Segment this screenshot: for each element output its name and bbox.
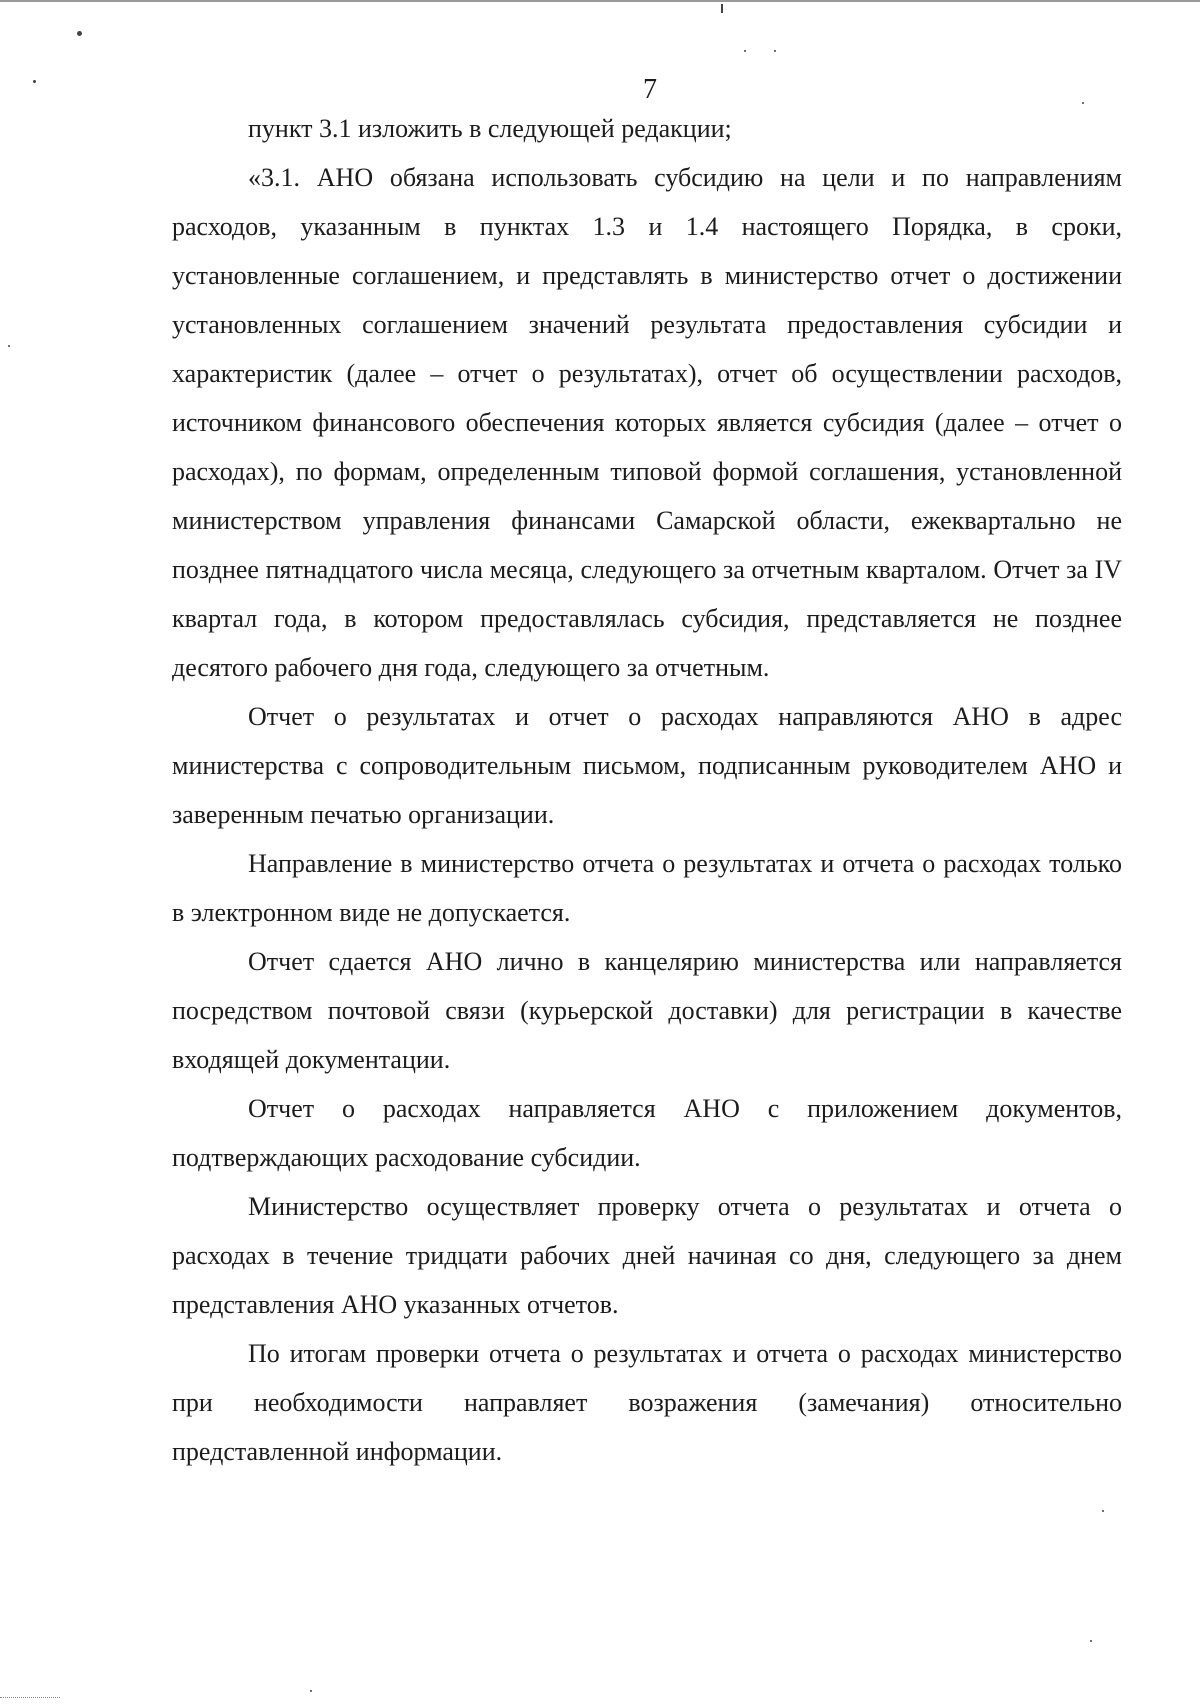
page-number: 7 [643, 74, 657, 105]
scan-bottom-edge [0, 1697, 60, 1699]
paragraph-clause-3-1: «3.1. АНО обязана использовать субсидию на цели и по направлениям расходов, указанным в пунктах 1.3 и 1.4 настоящего Порядка, в сроки, установленные соглашением, и представлять в министерство отчет о достижении установленных соглашением значений результата предоставления субсидии и характеристик (далее – отчет о результатах), отчет об осуществлении расходов, источником финансового обеспечения которых является субсидия (далее – отчет о расходах), по формам, определенным типовой формой соглашения, установленной министерством управления финансами Самарской области, ежеквартально не позднее пятнадцатого числа месяца, следующего за отчетным кварталом. Отчет за IV квартал года, в котором предоставлялась субсидия, представляется не позднее десятого рабочего дня года, следующего за отчетным. [172, 163, 1122, 682]
paragraph-review-objections: По итогам проверки отчета о результатах и отчета о расходах министерство при необходимости направляет возражения (замечания) относительно представленной информации. [172, 1339, 1122, 1466]
scan-speck [310, 1690, 312, 1692]
scan-speck [1090, 1640, 1092, 1642]
paragraph-supporting-documents: Отчет о расходах направляется АНО с приложением документов, подтверждающих расходование субсидии. [172, 1094, 1122, 1172]
scan-speck [77, 31, 82, 36]
paragraph-report-delivery: Отчет сдается АНО лично в канцелярию министерства или направляется посредством почтовой связи (курьерской доставки) для регистрации в качестве входящей документации. [172, 947, 1122, 1074]
scan-speck [8, 345, 10, 347]
scan-top-edge [0, 0, 1200, 2]
paragraph-amendment-intro: пункт 3.1 изложить в следующей редакции; [248, 114, 732, 143]
paragraph-electronic-not-allowed: Направление в министерство отчета о результатах и отчета о расходах только в электронном виде не допускается. [172, 849, 1122, 927]
scan-speck [774, 50, 776, 52]
paragraph-report-submission-address: Отчет о результатах и отчет о расходах направляются АНО в адрес министерства с сопроводительным письмом, подписанным руководителем АНО и заверенным печатью организации. [172, 702, 1122, 829]
document-body [172, 104, 1122, 1476]
paragraph-ministry-review: Министерство осуществляет проверку отчета о результатах и отчета о расходах в течение тридцати рабочих дней начиная со дня, следующего за днем представления АНО указанных отчетов. [172, 1192, 1122, 1319]
scan-speck [744, 50, 746, 52]
scan-speck [1102, 1510, 1104, 1512]
scan-speck [721, 4, 723, 13]
